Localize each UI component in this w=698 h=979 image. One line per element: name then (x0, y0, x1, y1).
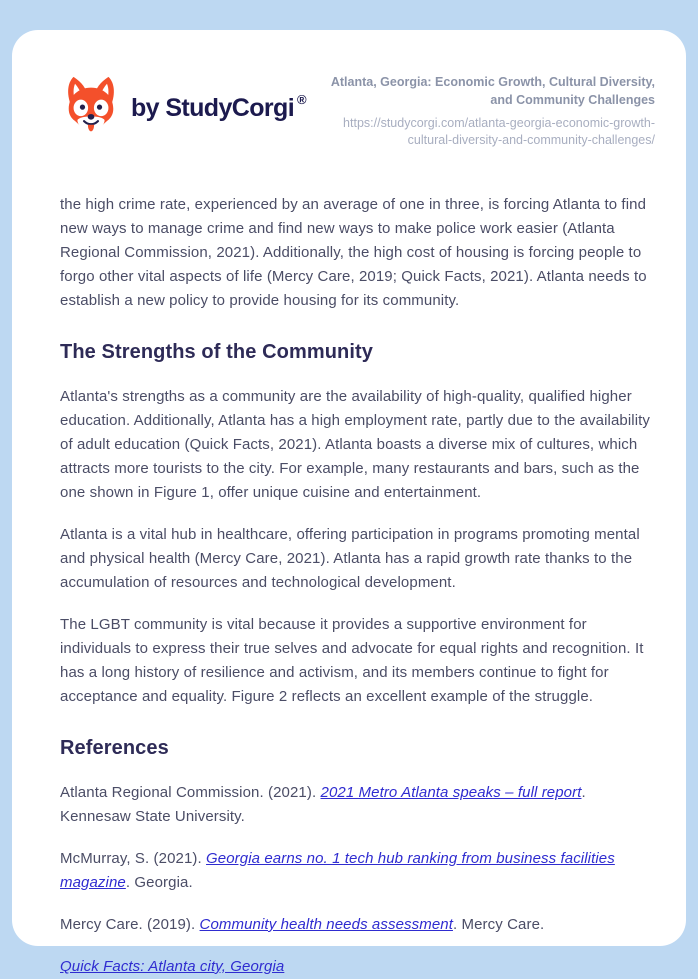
reference-link[interactable]: Quick Facts: Atlanta city, Georgia (60, 957, 285, 975)
corgi-logo-icon (60, 74, 122, 141)
reference-link[interactable]: 2021 Metro Atlanta speaks – full report (320, 783, 582, 801)
paragraph-crime-housing: the high crime rate, experienced by an average of one in three, is forcing Atlanta to find new ways to manage crime and find new ways to make police work easier (Atlanta Regional Commission, 2021). Additionally, the high cost of housing is forcing people to forgo other vital aspects of life (Mercy Care, 2019; Quick Facts, 2021). Atlanta needs to establish a new policy to provide housing for its community. (60, 195, 647, 309)
document-meta (323, 72, 655, 149)
paragraph-education-culture: Atlanta's strengths as a community are the availability of high-quality, qualified higher education. Additionally, Atlanta has a high employment rate, partly due to the availability of adult education (Quick Facts, 2021). Atlanta boasts a diverse mix of cultures, which attracts more tourists to the city. For example, many restaurants and bars, such as the one shown in Figure 1, offer unique cuisine and entertainment. (60, 387, 651, 501)
studycorgi-brand[interactable] (60, 74, 306, 141)
reference-text-prefix: McMurray, S. (2021). (60, 849, 207, 867)
reference-item (60, 847, 655, 895)
brand-name (131, 92, 306, 123)
reference-link[interactable]: Georgia earns no. 1 tech hub ranking from business facilities magazine (60, 849, 615, 891)
document-card (12, 30, 686, 975)
reference-item (60, 955, 655, 979)
reference-item (60, 781, 655, 829)
section-heading-strengths: The Strengths of the Community (60, 340, 373, 363)
section-heading-references: References (60, 736, 169, 759)
registered-trademark-mark: ® (297, 92, 307, 107)
reference-text-suffix: . Georgia. (125, 873, 193, 891)
document-title: Atlanta, Georgia: Economic Growth, Cultural Diversity, and Community Challenges (330, 75, 655, 107)
reference-text-prefix: Atlanta Regional Commission. (2021). (60, 783, 321, 801)
reference-text-prefix: Mercy Care. (2019). (60, 915, 200, 933)
article-content (60, 193, 655, 979)
brand-name-text: by StudyCorgi (131, 94, 295, 122)
document-url: https://studycorgi.com/atlanta-georgia-economic-growth-cultural-diversity-and-community-challenges/ (343, 116, 655, 147)
reference-link[interactable]: Community health needs assessment (199, 915, 453, 933)
reference-item (60, 913, 655, 937)
reference-text-suffix: . Mercy Care. (452, 915, 545, 933)
paragraph-healthcare: Atlanta is a vital hub in healthcare, offering participation in programs promoting mental and physical health (Mercy Care, 2021). Atlanta has a rapid growth rate thanks to the accumulation of resources and technological development. (60, 525, 640, 591)
reference-text-suffix: . Kennesaw State University. (60, 783, 586, 825)
paragraph-lgbt-community: The LGBT community is vital because it provides a supportive environment for individuals to express their true selves and advocate for equal rights and recognition. It has a long history of resilience and activism, and its members continue to fight for acceptance and equality. Figure 2 reflects an excellent example of the struggle. (60, 615, 644, 705)
document-header (60, 72, 655, 149)
